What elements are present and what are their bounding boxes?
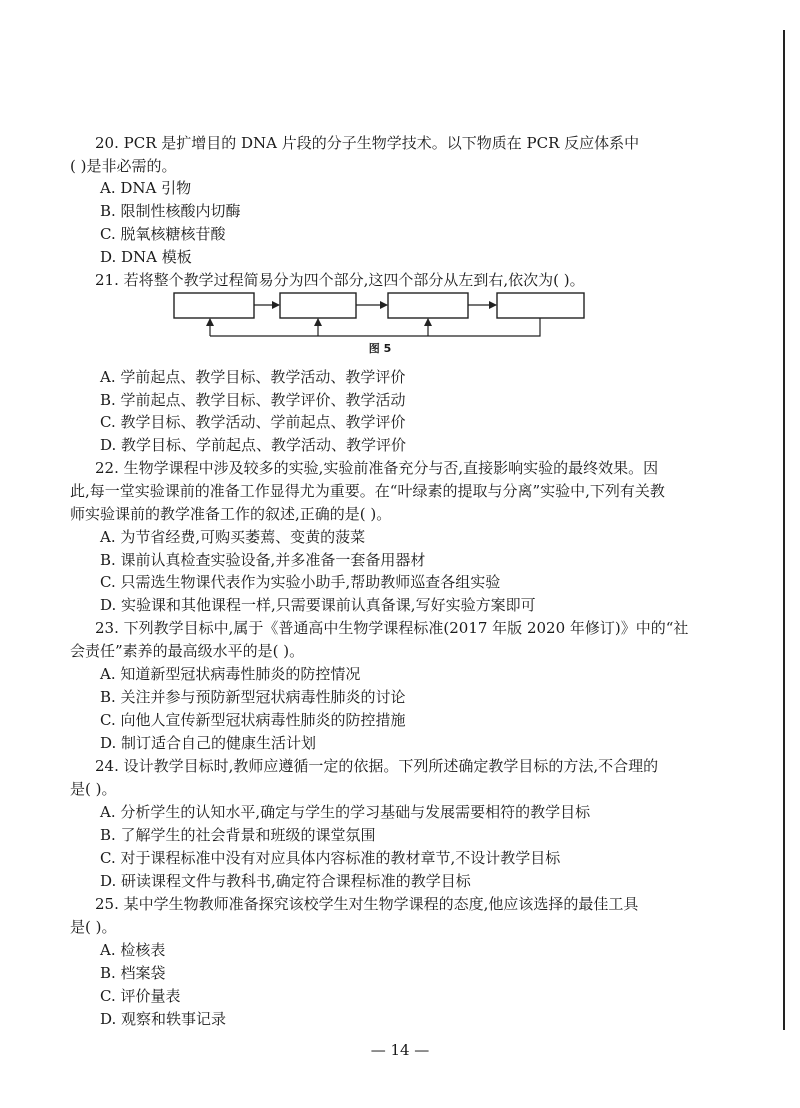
- figure-caption: 图 5: [368, 342, 392, 355]
- question-22-option-a: A. 为节省经费,可购买萎蔫、变黄的菠菜: [100, 528, 366, 546]
- question-22-stem-cont-1: 此,每一堂实验课前的准备工作显得尤为重要。在“叶绿素的提取与分离”实验中,下列有关教: [70, 482, 665, 500]
- question-24-stem: 24. 设计教学目标时,教师应遵循一定的依据。下列所述确定教学目标的方法,不合理的: [95, 757, 659, 775]
- question-21-option-b: B. 学前起点、教学目标、教学评价、教学活动: [100, 391, 406, 409]
- question-22-stem-cont-2: 师实验课前的教学准备工作的叙述,正确的是( )。: [70, 505, 392, 523]
- question-21-option-c: C. 教学目标、教学活动、学前起点、教学评价: [100, 413, 406, 431]
- process-box-3: [388, 293, 468, 318]
- question-25-option-d: D. 观察和轶事记录: [100, 1010, 227, 1028]
- question-20-stem: 20. PCR 是扩增目的 DNA 片段的分子生物学技术。以下物质在 PCR 反应体系中: [95, 134, 640, 152]
- question-24-option-a: A. 分析学生的认知水平,确定与学生的学习基础与发展需要相符的教学目标: [100, 803, 591, 821]
- question-23-option-a: A. 知道新型冠状病毒性肺炎的防控情况: [100, 665, 361, 683]
- question-23-option-c: C. 向他人宣传新型冠状病毒性肺炎的防控措施: [100, 711, 406, 729]
- page-number: — 14 —: [370, 1041, 430, 1059]
- process-box-1: [174, 293, 254, 318]
- question-20-option-a: A. DNA 引物: [100, 179, 192, 197]
- process-box-4: [497, 293, 584, 318]
- question-25-option-c: C. 评价量表: [100, 987, 181, 1005]
- question-21-option-d: D. 教学目标、学前起点、教学活动、教学评价: [100, 436, 407, 454]
- question-25-stem-cont: 是( )。: [70, 918, 117, 936]
- question-21-option-a: A. 学前起点、教学目标、教学活动、教学评价: [100, 368, 406, 386]
- question-22-option-d: D. 实验课和其他课程一样,只需要课前认真备课,写好实验方案即可: [100, 596, 536, 614]
- question-23-stem-cont: 会责任”素养的最高级水平的是( )。: [70, 642, 305, 660]
- question-24-option-d: D. 研读课程文件与教科书,确定符合课程标准的教学目标: [100, 872, 471, 890]
- question-25-option-b: B. 档案袋: [100, 964, 166, 982]
- question-24-option-c: C. 对于课程标准中没有对应具体内容标准的教材章节,不设计教学目标: [100, 849, 561, 867]
- question-23-option-d: D. 制订适合自己的健康生活计划: [100, 734, 317, 752]
- question-25-stem: 25. 某中学生物教师准备探究该校学生对生物学课程的态度,他应该选择的最佳工具: [95, 895, 639, 913]
- question-20-option-b: B. 限制性核酸内切酶: [100, 202, 241, 220]
- question-22-option-c: C. 只需选生物课代表作为实验小助手,帮助教师巡查各组实验: [100, 573, 501, 591]
- question-24-option-b: B. 了解学生的社会背景和班级的课堂氛围: [100, 826, 376, 844]
- question-22-stem: 22. 生物学课程中涉及较多的实验,实验前准备充分与否,直接影响实验的最终效果。因: [95, 459, 659, 477]
- question-23-stem: 23. 下列教学目标中,属于《普通高中生物学课程标准(2017 年版 2020 年修订)》中的“社: [95, 619, 689, 637]
- question-22-option-b: B. 课前认真检查实验设备,并多准备一套备用器材: [100, 551, 426, 569]
- question-24-stem-cont: 是( )。: [70, 780, 117, 798]
- question-25-option-a: A. 检核表: [100, 941, 166, 959]
- feedback-line: [210, 318, 540, 336]
- question-20-option-c: C. 脱氧核糖核苷酸: [100, 225, 226, 243]
- teaching-process-diagram: [160, 284, 600, 344]
- process-box-2: [280, 293, 356, 318]
- question-23-option-b: B. 关注并参与预防新型冠状病毒性肺炎的讨论: [100, 688, 406, 706]
- figure-5: [160, 284, 600, 364]
- question-20-option-d: D. DNA 模板: [100, 248, 192, 266]
- question-21-stem: 21. 若将整个教学过程简易分为四个部分,这四个部分从左到右,依次为( )。: [95, 271, 585, 289]
- question-20-stem-cont: ( )是非必需的。: [70, 157, 177, 175]
